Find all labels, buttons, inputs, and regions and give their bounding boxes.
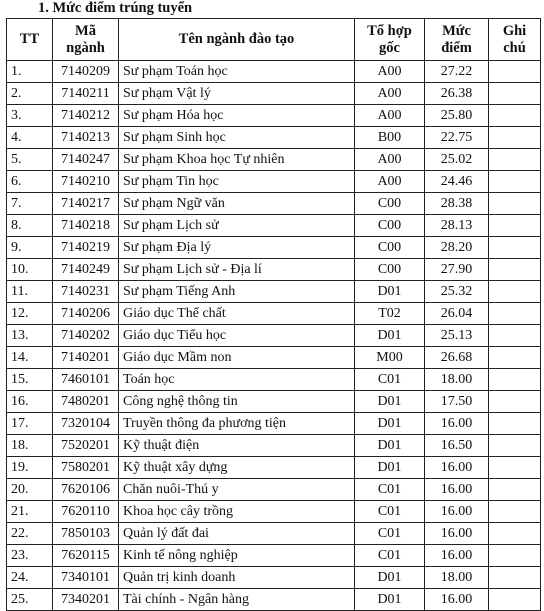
table-row <box>7 391 541 413</box>
cell-tt: 22. <box>7 523 53 545</box>
cell-tt: 17. <box>7 413 53 435</box>
cell-tt: 16. <box>7 391 53 413</box>
cell-major-name: Sư phạm Sinh học <box>119 127 355 149</box>
cell-score: 16.00 <box>425 501 489 523</box>
cell-note <box>489 83 541 105</box>
table-row <box>7 347 541 369</box>
cell-major-name: Tài chính - Ngân hàng <box>119 589 355 611</box>
cell-note <box>489 105 541 127</box>
cell-subject-combo: B00 <box>355 127 425 149</box>
cell-tt: 9. <box>7 237 53 259</box>
cell-major-code: 7140217 <box>53 193 119 215</box>
cell-subject-combo: D01 <box>355 435 425 457</box>
column-header-score: Mức điểm <box>425 19 489 61</box>
cell-score: 16.00 <box>425 479 489 501</box>
cell-tt: 11. <box>7 281 53 303</box>
cell-subject-combo: C01 <box>355 523 425 545</box>
cell-subject-combo: D01 <box>355 589 425 611</box>
column-header-code: Mã ngành <box>53 19 119 61</box>
cell-subject-combo: C00 <box>355 259 425 281</box>
cell-subject-combo: C01 <box>355 479 425 501</box>
cell-subject-combo: C01 <box>355 501 425 523</box>
table-row <box>7 325 541 347</box>
table-row <box>7 215 541 237</box>
table-row <box>7 105 541 127</box>
cell-score: 28.13 <box>425 215 489 237</box>
cell-note <box>489 589 541 611</box>
table-row <box>7 281 541 303</box>
cell-major-code: 7620115 <box>53 545 119 567</box>
cell-score: 26.04 <box>425 303 489 325</box>
cell-major-code: 7140213 <box>53 127 119 149</box>
cell-score: 26.68 <box>425 347 489 369</box>
table-row <box>7 193 541 215</box>
cell-tt: 3. <box>7 105 53 127</box>
cell-tt: 25. <box>7 589 53 611</box>
cell-tt: 23. <box>7 545 53 567</box>
cell-score: 17.50 <box>425 391 489 413</box>
cell-major-name: Giáo dục Thể chất <box>119 303 355 325</box>
cell-major-code: 7140249 <box>53 259 119 281</box>
cell-major-code: 7520201 <box>53 435 119 457</box>
cell-note <box>489 127 541 149</box>
cell-tt: 13. <box>7 325 53 347</box>
table-row <box>7 303 541 325</box>
column-header-combo: Tổ hợp gốc <box>355 19 425 61</box>
table-row <box>7 83 541 105</box>
table-row <box>7 545 541 567</box>
table-body <box>7 61 541 611</box>
cell-score: 25.13 <box>425 325 489 347</box>
cell-score: 27.22 <box>425 61 489 83</box>
cell-score: 16.00 <box>425 589 489 611</box>
cell-tt: 18. <box>7 435 53 457</box>
cell-major-code: 7340201 <box>53 589 119 611</box>
cell-major-name: Toán học <box>119 369 355 391</box>
table-row <box>7 567 541 589</box>
cell-score: 16.50 <box>425 435 489 457</box>
cell-tt: 8. <box>7 215 53 237</box>
table-row <box>7 369 541 391</box>
cell-major-name: Sư phạm Tiếng Anh <box>119 281 355 303</box>
cell-note <box>489 457 541 479</box>
cell-major-code: 7850103 <box>53 523 119 545</box>
cell-major-code: 7580201 <box>53 457 119 479</box>
cell-score: 18.00 <box>425 369 489 391</box>
cell-note <box>489 479 541 501</box>
cell-major-name: Sư phạm Địa lý <box>119 237 355 259</box>
cell-major-name: Kỹ thuật điện <box>119 435 355 457</box>
cell-tt: 7. <box>7 193 53 215</box>
cell-tt: 6. <box>7 171 53 193</box>
cell-major-code: 7460101 <box>53 369 119 391</box>
cell-major-name: Chăn nuôi-Thú y <box>119 479 355 501</box>
cell-subject-combo: C01 <box>355 545 425 567</box>
table-row <box>7 259 541 281</box>
cell-major-code: 7620110 <box>53 501 119 523</box>
cell-tt: 5. <box>7 149 53 171</box>
cell-major-name: Sư phạm Khoa học Tự nhiên <box>119 149 355 171</box>
cell-subject-combo: C01 <box>355 369 425 391</box>
cell-major-code: 7140212 <box>53 105 119 127</box>
cell-subject-combo: D01 <box>355 391 425 413</box>
cell-score: 25.80 <box>425 105 489 127</box>
table-row <box>7 457 541 479</box>
cell-major-code: 7140210 <box>53 171 119 193</box>
cell-tt: 15. <box>7 369 53 391</box>
cell-major-name: Sư phạm Lịch sử - Địa lí <box>119 259 355 281</box>
cell-score: 26.38 <box>425 83 489 105</box>
cell-major-code: 7140231 <box>53 281 119 303</box>
cell-note <box>489 61 541 83</box>
cell-major-name: Giáo dục Mầm non <box>119 347 355 369</box>
admission-scores-table <box>6 18 541 611</box>
cell-note <box>489 347 541 369</box>
cell-score: 28.20 <box>425 237 489 259</box>
cell-major-name: Khoa học cây trồng <box>119 501 355 523</box>
cell-subject-combo: D01 <box>355 567 425 589</box>
cell-note <box>489 237 541 259</box>
cell-major-name: Sư phạm Tin học <box>119 171 355 193</box>
cell-tt: 14. <box>7 347 53 369</box>
cell-major-name: Truyền thông đa phương tiện <box>119 413 355 435</box>
cell-tt: 10. <box>7 259 53 281</box>
cell-major-name: Quản trị kinh doanh <box>119 567 355 589</box>
cell-score: 16.00 <box>425 523 489 545</box>
cell-note <box>489 567 541 589</box>
table-row <box>7 149 541 171</box>
cell-score: 24.46 <box>425 171 489 193</box>
cell-note <box>489 435 541 457</box>
cell-note <box>489 303 541 325</box>
cell-tt: 1. <box>7 61 53 83</box>
cell-major-name: Quản lý đất đai <box>119 523 355 545</box>
table-row <box>7 589 541 611</box>
cell-tt: 19. <box>7 457 53 479</box>
cell-major-code: 7140202 <box>53 325 119 347</box>
cell-major-name: Sư phạm Ngữ văn <box>119 193 355 215</box>
column-header-tt: TT <box>7 19 53 61</box>
table-row <box>7 127 541 149</box>
cell-note <box>489 501 541 523</box>
cell-subject-combo: D01 <box>355 457 425 479</box>
cell-major-code: 7140211 <box>53 83 119 105</box>
cell-major-name: Sư phạm Vật lý <box>119 83 355 105</box>
cell-score: 16.00 <box>425 545 489 567</box>
cell-major-code: 7620106 <box>53 479 119 501</box>
cell-score: 28.38 <box>425 193 489 215</box>
cell-major-code: 7140201 <box>53 347 119 369</box>
cell-major-code: 7320104 <box>53 413 119 435</box>
cell-subject-combo: A00 <box>355 149 425 171</box>
cell-score: 25.02 <box>425 149 489 171</box>
table-row <box>7 413 541 435</box>
cell-note <box>489 281 541 303</box>
cell-subject-combo: A00 <box>355 171 425 193</box>
cell-tt: 2. <box>7 83 53 105</box>
cell-note <box>489 215 541 237</box>
column-header-name: Tên ngành đào tạo <box>119 19 355 61</box>
cell-major-name: Giáo dục Tiểu học <box>119 325 355 347</box>
table-row <box>7 501 541 523</box>
cell-note <box>489 523 541 545</box>
cell-note <box>489 325 541 347</box>
cell-major-name: Công nghệ thông tin <box>119 391 355 413</box>
cell-note <box>489 149 541 171</box>
table-row <box>7 435 541 457</box>
table-row <box>7 479 541 501</box>
cell-major-code: 7140218 <box>53 215 119 237</box>
cell-subject-combo: C00 <box>355 215 425 237</box>
cell-subject-combo: A00 <box>355 83 425 105</box>
cell-note <box>489 193 541 215</box>
cell-subject-combo: A00 <box>355 105 425 127</box>
cell-tt: 21. <box>7 501 53 523</box>
cell-major-code: 7140247 <box>53 149 119 171</box>
table-row <box>7 523 541 545</box>
cell-note <box>489 259 541 281</box>
cell-score: 16.00 <box>425 413 489 435</box>
table-row <box>7 61 541 83</box>
cell-tt: 4. <box>7 127 53 149</box>
cell-subject-combo: C00 <box>355 193 425 215</box>
cell-score: 27.90 <box>425 259 489 281</box>
cell-score: 18.00 <box>425 567 489 589</box>
cell-major-code: 7340101 <box>53 567 119 589</box>
cell-note <box>489 545 541 567</box>
section-title: 1. Mức điểm trúng tuyển <box>38 0 193 16</box>
cell-subject-combo: C00 <box>355 237 425 259</box>
cell-subject-combo: A00 <box>355 61 425 83</box>
cell-major-code: 7480201 <box>53 391 119 413</box>
table-row <box>7 237 541 259</box>
table-row <box>7 171 541 193</box>
cell-score: 16.00 <box>425 457 489 479</box>
cell-tt: 24. <box>7 567 53 589</box>
cell-major-name: Sư phạm Lịch sử <box>119 215 355 237</box>
cell-note <box>489 369 541 391</box>
cell-subject-combo: M00 <box>355 347 425 369</box>
cell-note <box>489 413 541 435</box>
cell-note <box>489 171 541 193</box>
cell-note <box>489 391 541 413</box>
cell-subject-combo: D01 <box>355 325 425 347</box>
cell-major-name: Kinh tế nông nghiệp <box>119 545 355 567</box>
cell-subject-combo: D01 <box>355 281 425 303</box>
cell-major-name: Sư phạm Hóa học <box>119 105 355 127</box>
table-header-row <box>7 19 541 61</box>
cell-major-name: Kỹ thuật xây dựng <box>119 457 355 479</box>
cell-major-code: 7140219 <box>53 237 119 259</box>
cell-tt: 20. <box>7 479 53 501</box>
cell-subject-combo: T02 <box>355 303 425 325</box>
cell-score: 25.32 <box>425 281 489 303</box>
column-header-note: Ghi chú <box>489 19 541 61</box>
cell-subject-combo: D01 <box>355 413 425 435</box>
cell-score: 22.75 <box>425 127 489 149</box>
cell-major-name: Sư phạm Toán học <box>119 61 355 83</box>
cell-tt: 12. <box>7 303 53 325</box>
cell-major-code: 7140209 <box>53 61 119 83</box>
cell-major-code: 7140206 <box>53 303 119 325</box>
